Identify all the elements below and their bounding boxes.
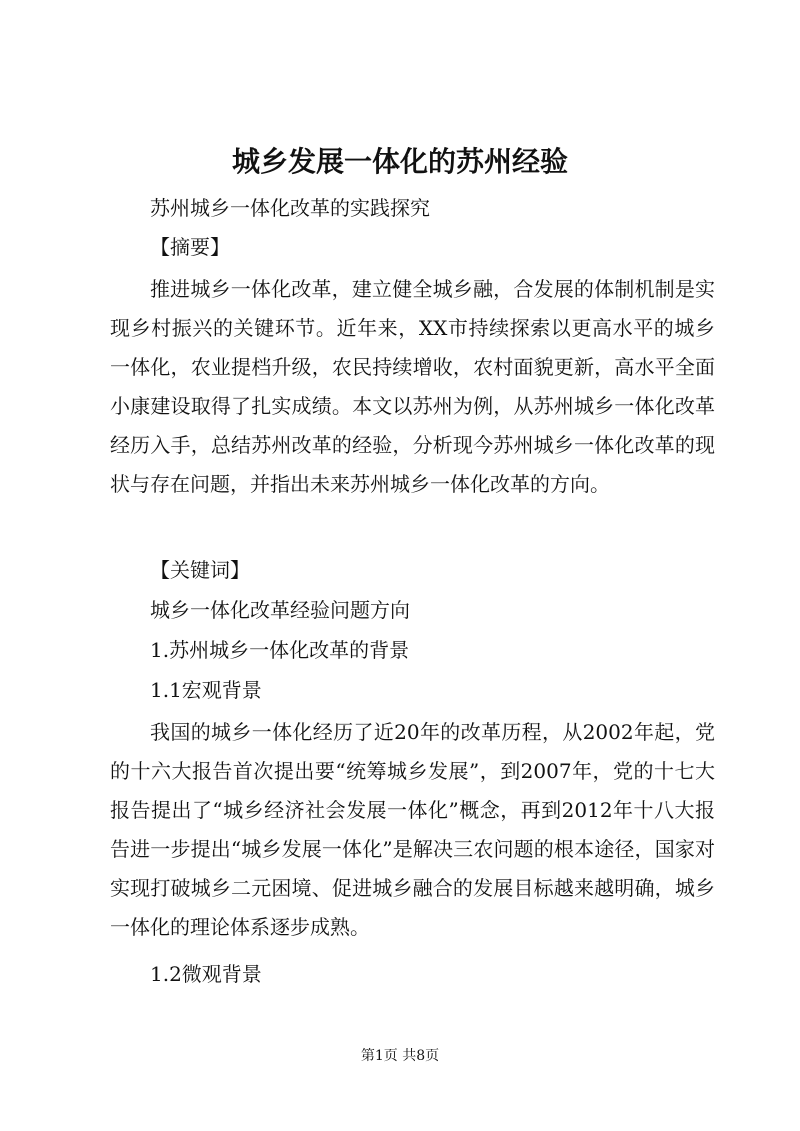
section-1-heading: 1.苏州城乡一体化改革的背景: [150, 638, 410, 662]
document-title: 城乡发展一体化的苏州经验: [231, 145, 568, 178]
section-1-2-heading: 1.2微观背景: [150, 962, 262, 986]
abstract-heading: 【摘要】: [150, 235, 230, 259]
section-1-1-heading: 1.1宏观背景: [150, 678, 262, 702]
keywords-heading: 【关键词】: [150, 558, 250, 582]
keywords-text: 城乡一体化改革经验问题方向: [150, 598, 410, 622]
section-1-1-paragraph: 我国的城乡一体化经历了近20年的改革历程，从2002年起，党的十六大报告首次提出要“统筹城乡发展”，到2007年，党的十七大报告提出了“城乡经济社会发展一体化”概念，再到2012年十八大报告进一步提出“城乡发展一体化”是解决三农问题的根本途径，国家对实现打破城乡二元困境、促进城乡融合的发展目标越来越明确，城乡一体化的理论体系逐步成熟。: [110, 720, 715, 939]
page-number-footer: 第1页 共8页: [360, 1048, 440, 1064]
abstract-paragraph: 推进城乡一体化改革，建立健全城乡融，合发展的体制机制是实现乡村振兴的关键环节。近年来，XX市持续探索以更高水平的城乡一体化，农业提档升级，农民持续增收，农村面貌更新，高水平全面小康建设取得了扎实成绩。本文以苏州为例，从苏州城乡一体化改革经历入手，总结苏州改革的经验，分析现今苏州城乡一体化改革的现状与存在问题，并指出未来苏州城乡一体化改革的方向。: [110, 277, 715, 496]
document-subtitle: 苏州城乡一体化改革的实践探究: [150, 196, 430, 220]
